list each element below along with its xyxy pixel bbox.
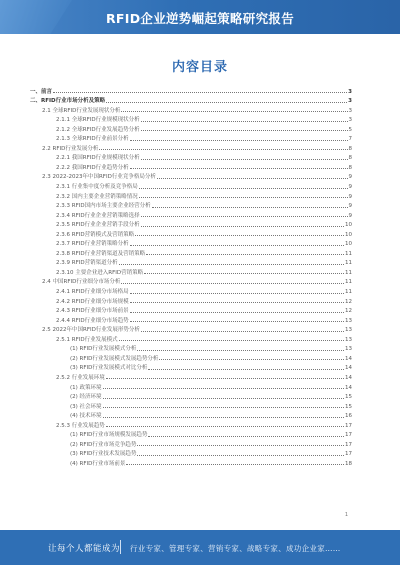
toc-entry-page: 15 [345, 394, 352, 401]
toc-entry-page: 13 [345, 317, 352, 324]
toc-leader-dots [148, 369, 344, 370]
toc-entry-page: 7 [348, 136, 352, 143]
toc-entry-page: 9 [348, 212, 352, 219]
toc-entry-page: 14 [345, 365, 352, 372]
toc-leader-dots [130, 293, 344, 294]
footer-slogan: 让每个人都能成为 [48, 544, 121, 554]
toc-title: 内容目录 [171, 60, 228, 75]
toc-entry[interactable] [30, 381, 352, 391]
toc-entry-text: 2.3.8 RFID行业营销渠道及营销策略 [56, 250, 146, 257]
toc-entry[interactable] [30, 362, 352, 372]
toc-entry-page: 14 [345, 374, 352, 381]
toc-entry[interactable] [30, 448, 352, 458]
toc-entry[interactable] [30, 171, 352, 181]
toc-leader-dots [148, 436, 344, 437]
toc-entry[interactable] [30, 438, 352, 448]
toc-entry[interactable] [30, 85, 352, 95]
toc-entry-page: 5 [348, 126, 352, 133]
toc-entry-text: 2.3.2 国内主要企业营销策略情况 [56, 193, 138, 200]
toc-entry[interactable] [30, 209, 352, 219]
toc-entry[interactable] [30, 200, 352, 210]
report-title: RFID企业逆势崛起策略研究报告 [106, 11, 294, 26]
toc-entry[interactable] [30, 276, 352, 286]
toc-entry-text: 2.1 全球RFID行业发展现状分析 [42, 107, 121, 114]
toc-leader-dots [152, 207, 348, 208]
toc-entry-text: 2.2 RFID行业发展分析 [42, 145, 99, 152]
toc-entry-page: 15 [345, 403, 352, 410]
toc-entry-page: 9 [348, 193, 352, 200]
toc-entry[interactable] [30, 247, 352, 257]
toc-entry-text: (3) 社会环境 [70, 403, 102, 410]
toc-entry-text: 2.3.3 RFID国内市场主要企业经营分析 [56, 203, 151, 210]
toc-leader-dots [126, 464, 344, 465]
toc-leader-dots [106, 102, 347, 103]
toc-entry-text: (4) 技术环境 [70, 413, 102, 420]
toc-entry-text: 2.2.2 我国RFID行业趋势分析 [56, 164, 129, 171]
toc-entry-page: 8 [348, 155, 352, 162]
toc-entry-page: 12 [345, 298, 352, 305]
toc-entry-page: 9 [348, 184, 352, 191]
toc-entry[interactable] [30, 343, 352, 353]
toc-entry-page: 13 [345, 336, 352, 343]
toc-entry-text: 2.4.2 RFID行业细分市场规模 [56, 298, 129, 305]
toc-entry-text: (1) RFID行业发展模式分析 [70, 346, 137, 353]
toc-leader-dots [119, 264, 344, 265]
toc-entry-page: 11 [345, 269, 352, 276]
toc-leader-dots [141, 159, 348, 160]
toc-entry[interactable] [30, 123, 352, 133]
toc-entry[interactable] [30, 133, 352, 143]
toc-entry-text: 2.3.1 行业集中度分析及竞争格局 [56, 184, 138, 191]
toc-entry-page: 3 [348, 88, 352, 95]
toc-entry-page: 17 [345, 451, 352, 458]
toc-leader-dots [103, 407, 344, 408]
toc-entry[interactable] [30, 400, 352, 410]
toc-leader-dots [141, 226, 344, 227]
toc-entry[interactable] [30, 161, 352, 171]
toc-entry[interactable] [30, 419, 352, 429]
toc-entry-text: 2.5.2 行业发展环境 [56, 374, 105, 381]
toc-entry[interactable] [30, 114, 352, 124]
toc-entry-text: 2.1.1 全球RFID行业规模现状分析 [56, 117, 140, 124]
toc-entry-text: (2) RFID行业发展模式发展趋势分析 [70, 355, 159, 362]
toc-entry-page: 3 [348, 117, 352, 124]
toc-leader-dots [130, 302, 344, 303]
toc-entry[interactable] [30, 152, 352, 162]
toc-entry-page: 13 [345, 346, 352, 353]
toc-entry-page: 8 [348, 145, 352, 152]
toc-leader-dots [130, 140, 348, 141]
toc-entry-page: 17 [345, 432, 352, 439]
toc-entry-text: (3) RFID行业技术发展趋势 [70, 451, 137, 458]
toc-entry-page: 18 [345, 460, 352, 467]
toc-leader-dots [135, 235, 344, 236]
toc-entry-page: 11 [345, 289, 352, 296]
toc-leader-dots [103, 417, 344, 418]
toc-entry[interactable] [30, 190, 352, 200]
toc-entry[interactable] [30, 228, 352, 238]
toc-leader-dots [130, 321, 344, 322]
toc-entry-page: 11 [345, 250, 352, 257]
toc-entry[interactable] [30, 257, 352, 267]
toc-entry-text: 2.3.7 RFID行业营销策略分析 [56, 241, 129, 248]
toc-leader-dots [137, 445, 344, 446]
toc-entry-page: 11 [345, 260, 352, 267]
toc-entry[interactable] [30, 295, 352, 305]
toc-entry-page: 9 [348, 203, 352, 210]
toc-entry-text: 2.5 2022年中国RFID行业发展形势分析 [42, 327, 140, 334]
toc-leader-dots [106, 426, 344, 427]
toc-leader-dots [137, 455, 344, 456]
toc-entry-text: 2.4.3 RFID行业细分市场前景 [56, 308, 129, 315]
toc-entry-page: 17 [345, 441, 352, 448]
toc-entry-text: 2.5.1 RFID行业发展模式 [56, 336, 118, 343]
toc-entry[interactable] [30, 352, 352, 362]
toc-entry-text: (3) RFID行业发展模式对比分析 [70, 365, 148, 372]
toc-leader-dots [137, 350, 344, 351]
toc-entry-text: 2.3.9 RFID营销渠道分析 [56, 260, 118, 267]
toc-entry-text: 一、前言 [30, 88, 53, 95]
toc-leader-dots [141, 121, 348, 122]
toc-entry-page: 16 [345, 413, 352, 420]
toc-entry-text: 2.1.3 全球RFID行业前景分析 [56, 136, 129, 143]
toc-entry-page: 11 [345, 279, 352, 286]
toc-leader-dots [146, 254, 344, 255]
toc-entry[interactable] [30, 180, 352, 190]
toc-entry-page: 14 [345, 355, 352, 362]
toc-entry-text: (1) 政策环境 [70, 384, 102, 391]
toc-entry-page: 3 [348, 98, 352, 105]
toc-leader-dots [141, 331, 344, 332]
toc-entry-page: 14 [345, 384, 352, 391]
toc-entry-text: 2.3 2022-2023年中国RFID行业竞争格局分析 [42, 174, 156, 181]
table-of-contents [30, 85, 352, 467]
toc-entry-page: 8 [348, 164, 352, 171]
footer-tagline: 行业专家、管理专家、营销专家、战略专家、成功企业家…… [130, 544, 341, 553]
toc-entry[interactable] [30, 305, 352, 315]
toc-leader-dots [99, 149, 347, 150]
toc-entry-page: 10 [345, 222, 352, 229]
toc-entry[interactable] [30, 391, 352, 401]
toc-entry-text: 2.1.2 全球RFID行业发展趋势分析 [56, 126, 140, 133]
toc-entry-text: (1) RFID行业市场规模发展趋势 [70, 432, 148, 439]
toc-entry-text: 2.3.4 RFID行业企业营销策略选择 [56, 212, 140, 219]
toc-entry-page: 10 [345, 241, 352, 248]
toc-leader-dots [103, 388, 344, 389]
toc-entry[interactable] [30, 219, 352, 229]
toc-entry[interactable] [30, 104, 352, 114]
toc-entry[interactable] [30, 285, 352, 295]
toc-entry[interactable] [30, 314, 352, 324]
toc-leader-dots [130, 312, 344, 313]
page-number: 1 [344, 512, 348, 518]
footer-banner [0, 530, 400, 565]
toc-entry-text: 2.2.1 我国RFID行业规模现状分析 [56, 155, 140, 162]
toc-entry[interactable] [30, 457, 352, 467]
report-header-banner [0, 0, 400, 34]
toc-entry[interactable] [30, 95, 352, 105]
toc-leader-dots [159, 359, 344, 360]
toc-entry-text: 2.5.3 行业发展趋势 [56, 422, 105, 429]
toc-entry[interactable] [30, 266, 352, 276]
toc-entry[interactable] [30, 324, 352, 334]
toc-leader-dots [121, 283, 344, 284]
toc-entry-page: 12 [345, 308, 352, 315]
toc-entry[interactable] [30, 333, 352, 343]
toc-entry-text: 2.4.4 RFID行业细分市场趋势 [56, 317, 129, 324]
toc-entry-page: 10 [345, 231, 352, 238]
toc-leader-dots [53, 92, 347, 93]
toc-entry-text: (4) RFID行业市场前景 [70, 460, 126, 467]
toc-entry[interactable] [30, 238, 352, 248]
footer-divider [120, 540, 121, 554]
toc-leader-dots [103, 398, 344, 399]
toc-leader-dots [141, 216, 348, 217]
toc-leader-dots [157, 178, 348, 179]
toc-leader-dots [139, 188, 348, 189]
toc-leader-dots [141, 130, 348, 131]
toc-entry-text: 2.3.5 RFID行业企业营销手段分析 [56, 222, 140, 229]
toc-entry-text: 2.4.1 RFID行业细分市场格局 [56, 289, 129, 296]
toc-entry-text: 2.4 中国RFID行业细分市场分析 [42, 279, 121, 286]
toc-entry-page: 9 [348, 174, 352, 181]
toc-leader-dots [144, 273, 344, 274]
toc-entry-text: 2.3.10 主要企业进入RFID营销策略 [56, 269, 144, 276]
toc-entry-text: 二、RFID行业市场分析及策略 [30, 98, 106, 105]
toc-leader-dots [130, 245, 344, 246]
toc-entry-text: (2) RFID行业市场竞争趋势 [70, 441, 137, 448]
toc-entry[interactable] [30, 142, 352, 152]
toc-entry[interactable] [30, 429, 352, 439]
toc-entry[interactable] [30, 371, 352, 381]
toc-leader-dots [121, 111, 347, 112]
toc-leader-dots [139, 197, 348, 198]
toc-entry-page: 17 [345, 422, 352, 429]
toc-leader-dots [130, 168, 348, 169]
toc-entry-page: 13 [345, 327, 352, 334]
toc-entry[interactable] [30, 410, 352, 420]
toc-entry-text: 2.3.6 RFID营销模式及营销策略 [56, 231, 135, 238]
toc-leader-dots [119, 340, 344, 341]
toc-entry-page: 3 [348, 107, 352, 114]
toc-leader-dots [106, 378, 344, 379]
toc-entry-text: (2) 经济环境 [70, 394, 102, 401]
